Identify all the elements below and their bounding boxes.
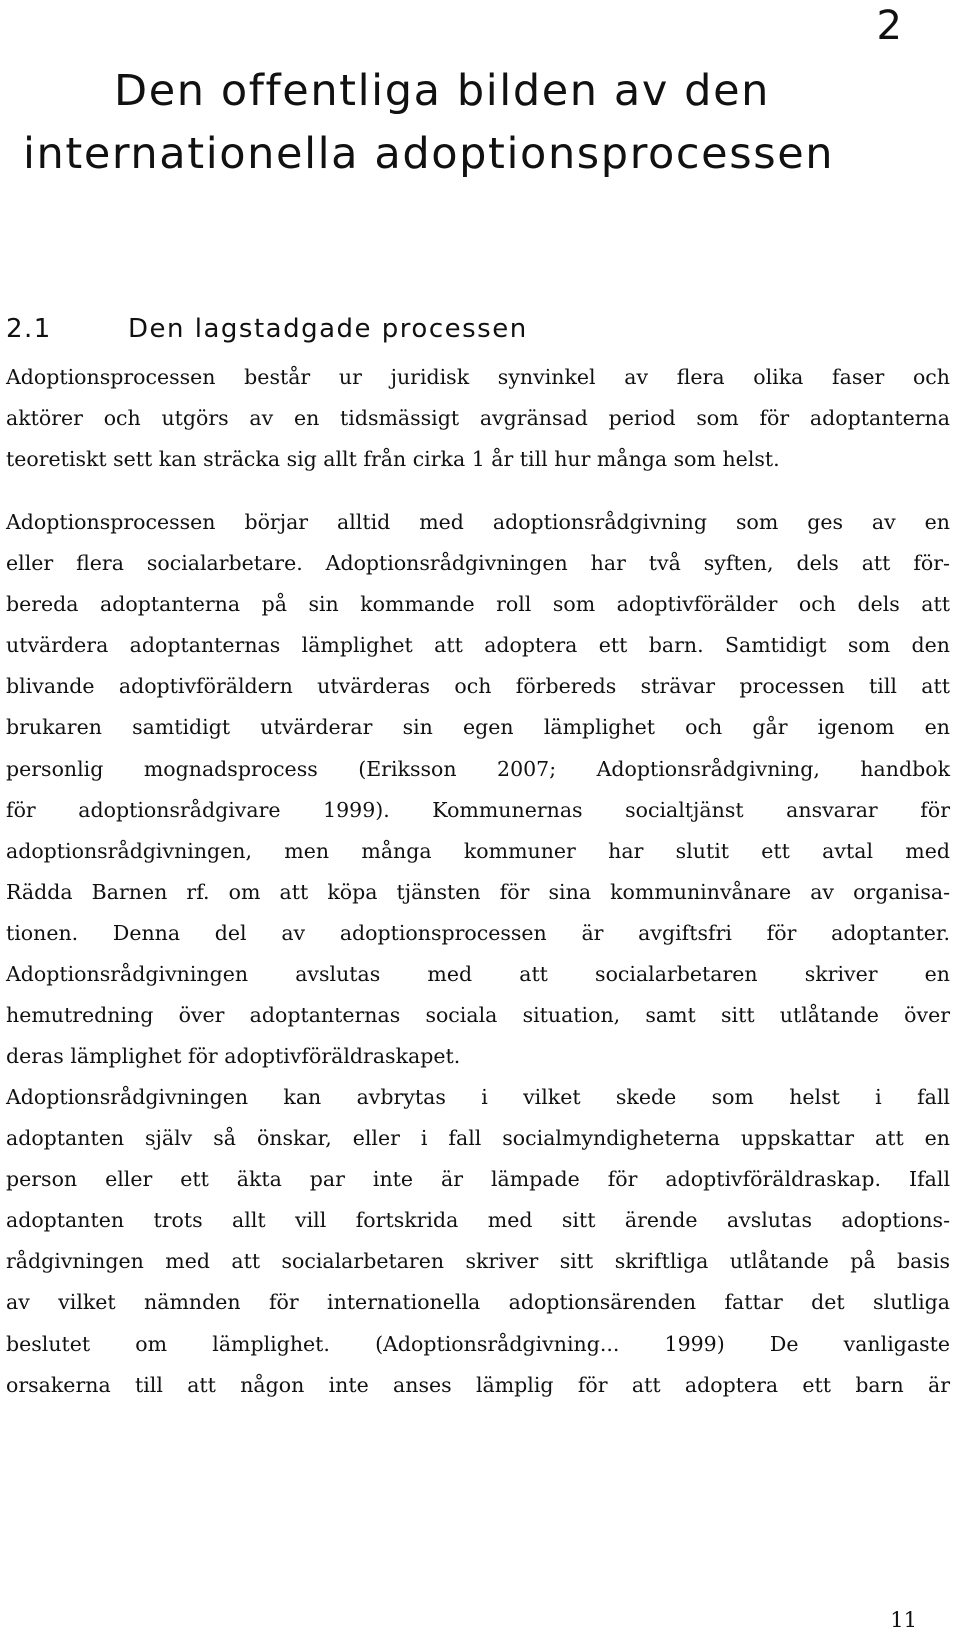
chapter-number: 2 bbox=[876, 3, 903, 49]
text-line: orsakerna till att någon inte anses lämplig för att adoptera ett barn är bbox=[6, 1372, 950, 1397]
paragraph-2 bbox=[6, 502, 950, 1077]
text-line: deras lämplighet för adoptivföräldraskapet. bbox=[6, 1044, 461, 1069]
text-line: bereda adoptanterna på sin kommande roll som adoptivförälder och dels att bbox=[6, 592, 950, 617]
text-line: av vilket nämnden för internationella adoptionsärenden fattar det slutliga bbox=[6, 1290, 950, 1315]
text-line: rådgivningen med att socialarbetaren skriver sitt skriftliga utlåtande på basis bbox=[6, 1249, 950, 1274]
text-line: för adoptionsrådgivare 1999). Kommunernas socialtjänst ansvarar för bbox=[6, 797, 950, 822]
text-line: beslutet om lämplighet. (Adoptionsrådgivning... 1999) De vanligaste bbox=[6, 1331, 950, 1356]
section-heading bbox=[6, 308, 528, 350]
text-line: aktörer och utgörs av en tidsmässigt avgränsad period som för adoptanterna bbox=[6, 406, 950, 431]
text-line: hemutredning över adoptanternas sociala situation, samt sitt utlåtande över bbox=[6, 1003, 950, 1028]
text-line: tionen. Denna del av adoptionsprocessen är avgiftsfri för adoptanter. bbox=[6, 920, 950, 945]
paragraph-3 bbox=[6, 1077, 950, 1406]
chapter-title-line: Den offentliga bilden av den bbox=[114, 66, 770, 116]
chapter-title bbox=[23, 60, 943, 186]
text-line: teoretiskt sett kan sträcka sig allt från cirka 1 år till hur många som helst. bbox=[6, 447, 780, 472]
paragraph-1 bbox=[6, 357, 950, 480]
text-line: Adoptionsprocessen börjar alltid med adoptionsrådgivning som ges av en bbox=[6, 510, 950, 534]
text-line: brukaren samtidigt utvärderar sin egen lämplighet och går igenom en bbox=[6, 715, 950, 740]
section-title: Den lagstadgade processen bbox=[128, 314, 528, 344]
text-line: person eller ett äkta par inte är lämpade för adoptivföräldraskap. Ifall bbox=[6, 1167, 950, 1192]
text-line: Adoptionsprocessen består ur juridisk synvinkel av flera olika faser och bbox=[6, 365, 950, 389]
text-line: personlig mognadsprocess (Eriksson 2007; Adoptionsrådgivning, handbok bbox=[6, 756, 950, 781]
page-number: 11 bbox=[890, 1608, 917, 1632]
text-line: Adoptionsrådgivningen kan avbrytas i vilket skede som helst i fall bbox=[6, 1085, 950, 1109]
text-line: adoptionsrådgivningen, men många kommuner har slutit ett avtal med bbox=[6, 838, 950, 863]
text-line: adoptanten själv så önskar, eller i fall socialmyndigheterna uppskattar att en bbox=[6, 1126, 950, 1151]
text-line: Rädda Barnen rf. om att köpa tjänsten för sina kommuninvånare av organisa- bbox=[6, 879, 950, 904]
text-line: utvärdera adoptanternas lämplighet att adoptera ett barn. Samtidigt som den bbox=[6, 633, 950, 658]
text-line: eller flera socialarbetare. Adoptionsrådgivningen har två syften, dels att för- bbox=[6, 551, 950, 576]
chapter-title-line: internationella adoptionsprocessen bbox=[23, 129, 835, 179]
text-line: Adoptionsrådgivningen avslutas med att socialarbetaren skriver en bbox=[6, 962, 950, 987]
section-number: 2.1 bbox=[6, 314, 52, 344]
text-line: adoptanten trots allt vill fortskrida med sitt ärende avslutas adoptions- bbox=[6, 1208, 950, 1233]
text-line: blivande adoptivföräldern utvärderas och förbereds strävar processen till att bbox=[6, 674, 950, 699]
